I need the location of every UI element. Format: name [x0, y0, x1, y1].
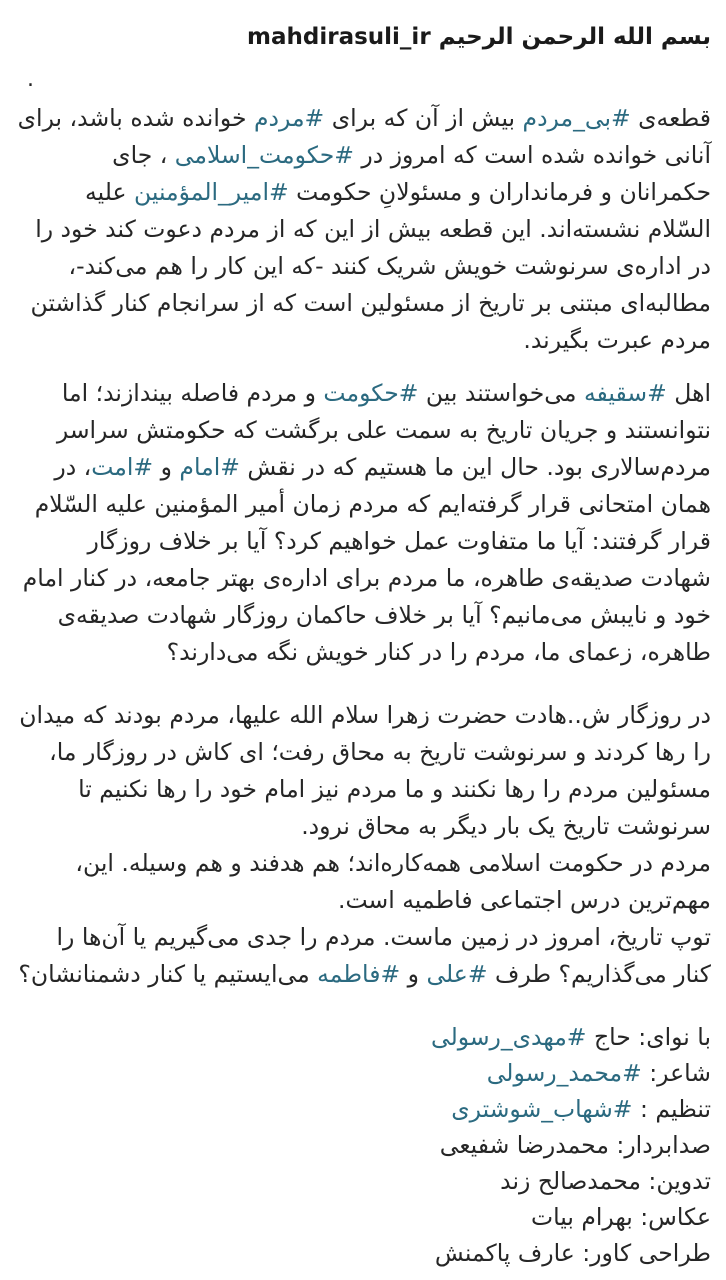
text-run: مردم در حکومت اسلامی همه‌کاره‌اند؛ هم هدفند و هم وسیله. این، مهم‌ترین درس اجتماعی فاطمیه است.: [75, 849, 711, 914]
hashtag-link[interactable]: #امت: [91, 453, 154, 481]
hashtag-link[interactable]: #حکومت: [323, 379, 419, 407]
text-run: ، جای حکمرانان و فرمانداران و مسئولانِ حکومت: [112, 141, 711, 206]
credit-line-sound-engineer: [15, 1127, 711, 1163]
hashtag-link[interactable]: #حکومت_اسلامی: [174, 141, 354, 169]
hashtag-link[interactable]: #فاطمه: [317, 960, 401, 988]
credit-line-cover-designer: [15, 1235, 711, 1271]
hashtag-link[interactable]: #مردم: [253, 104, 325, 132]
text-run: صدابردار: محمدرضا شفیعی: [439, 1131, 711, 1159]
hashtag-link[interactable]: #امام: [179, 453, 240, 481]
credits-block: [15, 1019, 711, 1271]
caption-paragraph-1: [15, 100, 711, 359]
text-run: بیش از آن که برای: [324, 104, 523, 132]
text-run: می‌خواستند بین: [418, 379, 584, 407]
credit-line-poet: [15, 1055, 711, 1091]
caption-paragraph-4: [15, 845, 711, 919]
text-run: شاعر:: [641, 1059, 711, 1087]
text-run: عکاس: بهرام بیات: [530, 1203, 711, 1231]
separator-dot: .: [27, 67, 34, 92]
username-link[interactable]: mahdirasuli_ir: [247, 24, 431, 50]
hashtag-link[interactable]: #مهدی_رسولی: [430, 1023, 587, 1051]
caption-paragraph-5: [15, 919, 711, 993]
text-run: علیه السّلام نشسته‌اند. این قطعه بیش از این که از مردم دعوت کند خود را در اداره‌ی سرنوشت خویش شریک کنند -که این کار را هم می‌کند-، مطالبه‌ای مبتنی بر تاریخ از مسئولین است که از سرانجام کنار گذاشتن مردم عبرت بگیرند.: [30, 178, 711, 354]
bismillah-text: بسم الله الرحمن الرحيم: [438, 24, 711, 50]
credit-line-vocalist: [15, 1019, 711, 1055]
text-run: و: [400, 960, 427, 988]
text-run: اهل: [666, 379, 711, 407]
text-run: در روزگار ش..هادت حضرت زهرا سلام الله علیها، مردم بودند که میدان را رها کردند و سرنوشت تاریخ به محاق رفت؛ ای کاش در روزگار ما، مسئولین مردم را رها نکنند و ما مردم نیز امام خود را رها نکنیم تا سرنوشت تاریخ یک بار دیگر به محاق نرود.: [19, 701, 711, 840]
hashtag-link[interactable]: #سقیفه: [583, 379, 667, 407]
caption-paragraph-2: [15, 375, 711, 671]
hashtag-link[interactable]: #امیر_المؤمنین: [133, 178, 289, 206]
text-run: خوانده شده باشد، برای آنانی خوانده شده است که امروز در: [17, 104, 711, 169]
text-run: و مردم فاصله بیندازند؛ اما نتوانستند و جریان تاریخ به سمت علی برگشت که حکومتش سراسر مردم‌سالاری بود. حال این ما هستیم که در نقش: [56, 379, 711, 481]
hashtag-link[interactable]: #محمد_رسولی: [486, 1059, 642, 1087]
text-run: توپ تاریخ، امروز در زمین ماست. مردم را جدی می‌گیریم یا آن‌ها را کنار می‌گذاریم؟ طرف: [56, 923, 711, 988]
caption-paragraph-3: [15, 697, 711, 845]
text-run: تنظیم :: [632, 1095, 711, 1123]
credit-line-photographer: [15, 1199, 711, 1235]
text-run: می‌ایستیم یا کنار دشمنانشان؟: [18, 960, 318, 988]
hashtag-link[interactable]: #شهاب_شوشتری: [451, 1095, 633, 1123]
text-run: با نوای: حاج: [586, 1023, 711, 1051]
credit-line-arranger: [15, 1091, 711, 1127]
text-run: و: [153, 453, 180, 481]
hashtag-link[interactable]: #بی_مردم: [522, 104, 631, 132]
text-run: طراحی کاور: عارف پاکمنش: [434, 1239, 711, 1267]
credit-line-editor: [15, 1163, 711, 1199]
hashtag-link[interactable]: #علی: [426, 960, 488, 988]
text-run: ، در همان امتحانی قرار گرفته‌ایم که مردم زمان أمیر المؤمنین علیه السّلام قرار گرفتند: آیا ما متفاوت عمل خواهیم کرد؟ آیا بر خلاف روزگار شهادت صدیقه‌ی طاهره، ما مردم برای اداره‌ی بهتر جامعه، در کنار امام خود و نایبش می‌مانیم؟ آیا بر خلاف حاکمان روزگار شهادت صدیقه‌ی طاهره، زعمای ما، مردم را در کنار خویش نگه می‌دارند؟: [22, 453, 711, 666]
text-run: قطعه‌ی: [630, 104, 711, 132]
text-run: تدوین: محمدصالح زند: [500, 1167, 711, 1195]
caption-header: [15, 20, 711, 54]
